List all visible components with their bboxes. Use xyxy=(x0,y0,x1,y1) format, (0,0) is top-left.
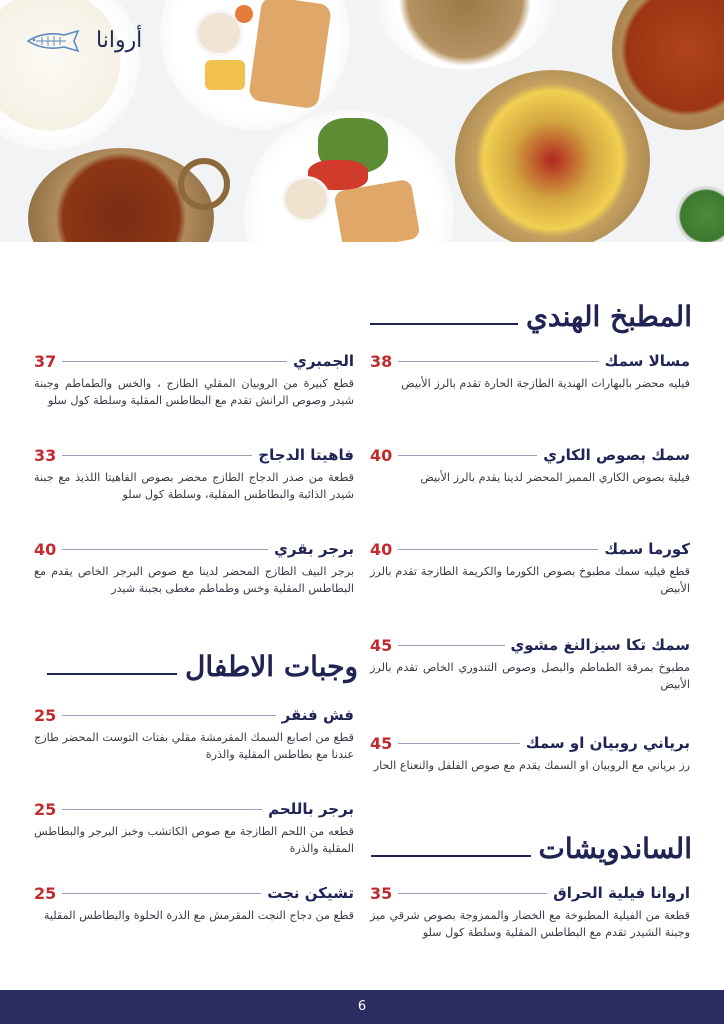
item-price: 33 xyxy=(34,445,57,465)
biryani-plate-image xyxy=(375,0,555,70)
item-description: قطع من دجاج النجت المقرمش مع الذرة الحلوة والبطاطس المقلية xyxy=(43,909,354,922)
page-footer xyxy=(0,990,724,1024)
section-title-indian xyxy=(368,300,692,333)
item-name: مسالا سمك xyxy=(604,352,690,370)
menu-item xyxy=(34,798,354,857)
item-divider xyxy=(398,893,547,894)
biryani-pot-image xyxy=(455,70,650,242)
menu-item xyxy=(370,634,690,693)
item-name: برجر بقري xyxy=(274,540,354,558)
item-name: فش فنقر xyxy=(281,706,354,724)
item-description: قطعة من الفيلية المطبوخة مع الخضار والممزوجة بصوص شرقي ميز وجبنة الشيدر تقدم مع البطاطس المقلية وسلطة كول سلو xyxy=(370,909,690,939)
item-price: 25 xyxy=(34,799,57,819)
section-divider xyxy=(371,855,531,857)
item-divider xyxy=(398,455,537,456)
item-price: 40 xyxy=(370,445,393,465)
item-name: سمك بصوص الكاري xyxy=(543,446,690,464)
menu-item xyxy=(370,538,690,597)
item-description: قطع فيليه سمك مطبوخ بصوص الكورما والكريمة الطازجة تقدم بالرز الأبيض xyxy=(370,565,690,595)
item-description: قطعه من اللحم الطازجة مع صوص الكاتشب وخبز البرجر والبطاطس المقلية والذرة xyxy=(34,825,354,855)
menu-item xyxy=(34,704,354,763)
item-price: 35 xyxy=(370,883,393,903)
section-divider xyxy=(370,323,518,325)
item-price: 25 xyxy=(34,705,57,725)
item-description: رز برياني مع الروبيان او السمك يقدم مع صوص الفلفل والنعناع الحار xyxy=(373,759,690,772)
menu-item xyxy=(34,350,354,409)
restaurant-logo xyxy=(26,28,142,53)
food-photo-banner xyxy=(0,0,724,242)
item-price: 40 xyxy=(34,539,57,559)
section-title-text: وجبات الاطفال xyxy=(185,650,358,683)
item-divider xyxy=(62,455,252,456)
fish-logo-icon xyxy=(26,30,90,52)
item-divider xyxy=(62,549,268,550)
item-description: مطبوخ بمرقة الطماطم والبصل وصوص التندوري الخاص تقدم بالرز الأبيض xyxy=(370,661,690,691)
item-price: 25 xyxy=(34,883,57,903)
item-name: فاهيتا الدجاج xyxy=(258,446,354,464)
rice-plate-image xyxy=(0,0,143,150)
item-price: 40 xyxy=(370,539,393,559)
menu-item xyxy=(370,350,690,392)
menu-item xyxy=(34,444,354,503)
item-name: الجمبري xyxy=(293,352,354,370)
item-price: 45 xyxy=(370,635,393,655)
item-name: اروانا فيلية الحراق xyxy=(553,884,690,902)
menu-item xyxy=(34,882,354,924)
item-divider xyxy=(62,809,262,810)
item-name: برجر باللحم xyxy=(268,800,354,818)
item-divider xyxy=(62,715,275,716)
page-number: 6 xyxy=(357,999,367,1014)
section-title-text: الساندويشات xyxy=(538,832,692,865)
item-divider xyxy=(398,743,520,744)
item-name: برياني روبيان او سمك xyxy=(525,734,690,752)
menu-item xyxy=(34,538,354,597)
menu-item xyxy=(370,444,690,486)
item-description: قطع من اصابع السمك المقرمشة مقلي بفتات التوست المحضر طازج عندنا مع بطاطس المقلية والذرة xyxy=(34,731,354,761)
item-description: قطعة من صدر الدجاج الطازج محضر بصوص الفاهيتا اللذيذ مع جبنة شيدر الذائبة والبطاطس المقلية، وسلطة كول سلو xyxy=(34,471,354,501)
item-description: فيلية بصوص الكاري المميز المحضر لدينا يقدم بالرز الأبيض xyxy=(420,471,690,484)
item-price: 37 xyxy=(34,351,57,371)
section-title-text: المطبخ الهندي xyxy=(525,300,692,333)
menu-item xyxy=(370,732,690,774)
section-title-sandwiches xyxy=(368,832,692,865)
section-divider xyxy=(47,673,177,675)
item-description: فيليه محضر بالبهارات الهندية الطازجة الحارة تقدم بالرز الأبيض xyxy=(401,377,690,390)
item-name: كورما سمك xyxy=(604,540,690,558)
item-name: سمك تكا سيزالنغ مشوي xyxy=(510,636,690,654)
menu-item xyxy=(370,882,690,941)
item-description: برجر البيف الطازج المحضر لدينا مع صوص البرجر الخاص يقدم مع البطاطس المقلية وخس وطماطم مغطى بجبنة شيدر xyxy=(34,565,354,595)
item-divider xyxy=(398,549,598,550)
chutney-bowl-image xyxy=(676,186,724,242)
item-divider xyxy=(62,893,261,894)
item-divider xyxy=(398,645,504,646)
item-divider xyxy=(62,361,287,362)
section-title-kids xyxy=(34,650,358,683)
item-description: قطع كبيرة من الروبيان المقلي الطازج ، والخس والطماطم وجبنة شيدر وصوص الرانش تقدم مع البطاطس المقلية وسلطة كول سلو xyxy=(34,377,354,407)
item-divider xyxy=(398,361,598,362)
item-name: تشيكن نجت xyxy=(267,884,354,902)
item-price: 45 xyxy=(370,733,393,753)
item-price: 38 xyxy=(370,351,393,371)
logo-text: أروانا xyxy=(96,28,143,53)
